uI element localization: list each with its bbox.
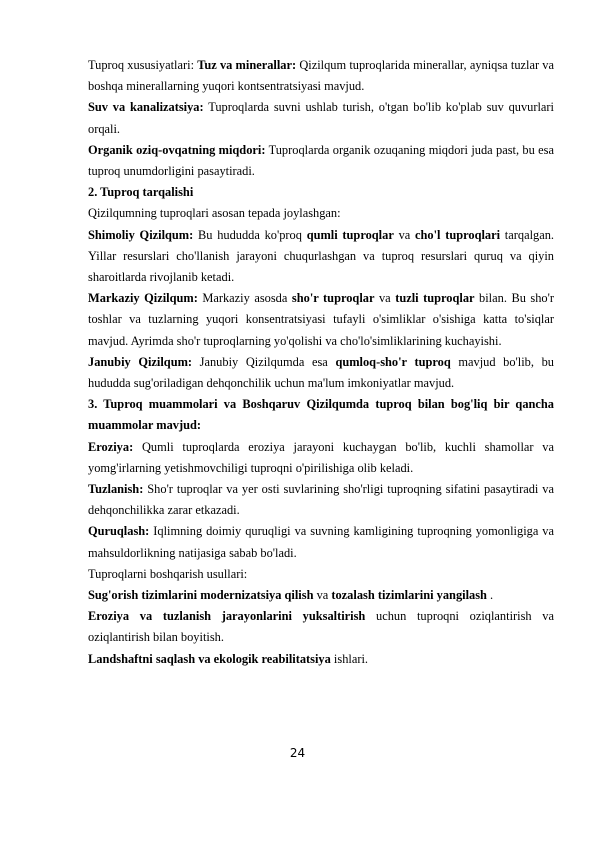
term-eroziya-tuzlanish: Eroziya va tuzlanish jarayonlarini yuksaltirish [88, 609, 366, 624]
paragraph-markaziy [88, 288, 554, 352]
term-tozalash-tizimlari: tozalash tizimlarini yangilash [331, 588, 487, 603]
label-normal: Tuproq xususiyatlari: [88, 58, 198, 72]
section-heading-3 [88, 394, 554, 436]
term-quruqlash: Quruqlash: [88, 524, 150, 539]
heading-text: 3. Tuproq muammolari va Boshqaruv Qizilqumda tuproq bilan bog'liq bir qancha muammolar mavjud: [88, 397, 554, 433]
paragraph-shimoliy [88, 225, 554, 289]
term-organik-oziq: Organik oziq-ovqatning miqdori: [88, 142, 266, 157]
section-heading-2 [88, 182, 554, 203]
paragraph-text: ishlari. [330, 651, 368, 666]
term-eroziya: Eroziya: [88, 439, 134, 454]
paragraph-text: Sho'r tuproqlar va yer osti suvlarining sho'rligi tuproqning sifatini pasaytiradi va dehqonchilikka zarar etkazadi. [88, 482, 554, 518]
term-sugorish-tizimlari: Sug'orish tizimlarini modernizatsiya qilish [88, 588, 314, 603]
document-page [88, 55, 554, 670]
heading-text: 2. Tuproq tarqalishi [88, 185, 194, 200]
paragraph-intro-2 [88, 203, 554, 224]
term-shor-tuproqlar: sho'r tuproqlar [291, 291, 375, 306]
paragraph-text: Markaziy asosda [197, 291, 292, 306]
paragraph-text: va [313, 588, 332, 603]
paragraph-text: Qumli tuproqlarda eroziya jarayoni kuchaygan bo'lib, kuchli shamollar va yomg'irlarning yetishmovchiligi tuproqni o'pirilishiga olib keladi. [88, 439, 554, 475]
term-janubiy-qizilqum: Janubiy Qizilqum: [88, 354, 193, 369]
term-tuz-va-minerallar: Tuz va minerallar: [197, 58, 297, 72]
paragraph-eroziya-tuzlanish [88, 606, 554, 648]
paragraph-text: Tuproqlarda organik ozuqaning miqdori juda past, bu esa tuproq unumdorligini pasaytiradi. [88, 142, 555, 179]
paragraph-text: Janubiy Qizilqumda esa [192, 354, 336, 369]
term-tuzlanish: Tuzlanish: [88, 482, 144, 497]
paragraph-text: Qizilqumning tuproqlari asosan tepada joylashgan: [88, 206, 341, 221]
paragraph-text: Tuproqlarda suvni ushlab turish, o'tgan bo'lib ko'plab suv quvurlari orqali. [88, 100, 554, 136]
paragraph-text: bilan. Bu sho'r toshlar va tuzlarning yuqori konsentratsiyasi tufayli o'simliklar o'sishiga katta to'siqlar mavjud. Ayrimda sho'r tuproqlarning yo'qolishi va cho'lo'simliklarining kuchayishi. [88, 291, 554, 348]
page-number: 24 [289, 746, 306, 760]
paragraph-boshqarish-intro [88, 564, 554, 585]
term-suv-va-kanalizatsiya: Suv va kanalizatsiya: [88, 100, 204, 115]
term-qumli-tuproqlar: qumli tuproqlar [306, 227, 394, 242]
paragraph-organik-oziq [88, 140, 554, 182]
paragraph-text: . [486, 588, 494, 603]
term-qumloq-shor-tuproq: qumloq-sho'r tuproq [335, 354, 451, 369]
paragraph-quruqlash [88, 521, 554, 563]
paragraph-text: va [393, 227, 415, 242]
paragraph-landshaft [88, 649, 554, 670]
paragraph-eroziya [88, 437, 554, 479]
paragraph-tuzlanish [88, 479, 554, 521]
term-markaziy-qizilqum: Markaziy Qizilqum: [88, 291, 198, 306]
term-landshaft: Landshaftni saqlash va ekologik reabilitatsiya [88, 651, 331, 666]
paragraph-sugorish [88, 585, 554, 606]
paragraph-text: Iqlimning doimiy quruqligi va suvning kamligining tuproqning yomonligiga va mahsuldorlikning natijasiga sabab bo'ladi. [88, 524, 554, 560]
paragraph-tuproq-xususiyatlari [88, 55, 554, 97]
paragraph-text: Bu hududda ko'proq [193, 227, 307, 242]
paragraph-text: tarqalgan. Yillar resurslari cho'llanish jarayoni chuqurlashgan va tuproq resurslari quruq va qiyin sharoitlarda rivojlanib ketadi. [88, 227, 554, 285]
paragraph-text: Qizilqum tuproqlarida minerallar, ayniqsa tuzlar va boshqa minerallarning yuqori kontsentratsiyasi mavjud. [88, 58, 554, 94]
paragraph-text: va [374, 291, 396, 306]
paragraph-text: uchun tuproqni oziqlantirish va oziqlantirish bilan boyitish. [88, 609, 554, 645]
term-chol-tuproqlari: cho'l tuproqlari [415, 227, 501, 242]
term-tuzli-tuproqlar: tuzli tuproqlar [395, 291, 475, 306]
paragraph-text: mavjud bo'lib, bu hududda sug'oriladigan dehqonchilik uchun ma'lum imkoniyatlar mavjud. [88, 354, 554, 391]
term-shimoliy-qizilqum: Shimoliy Qizilqum: [88, 227, 194, 242]
paragraph-janubiy [88, 352, 554, 394]
paragraph-text: Tuproqlarni boshqarish usullari: [88, 566, 248, 581]
paragraph-suv-kanalizatsiya [88, 97, 554, 139]
